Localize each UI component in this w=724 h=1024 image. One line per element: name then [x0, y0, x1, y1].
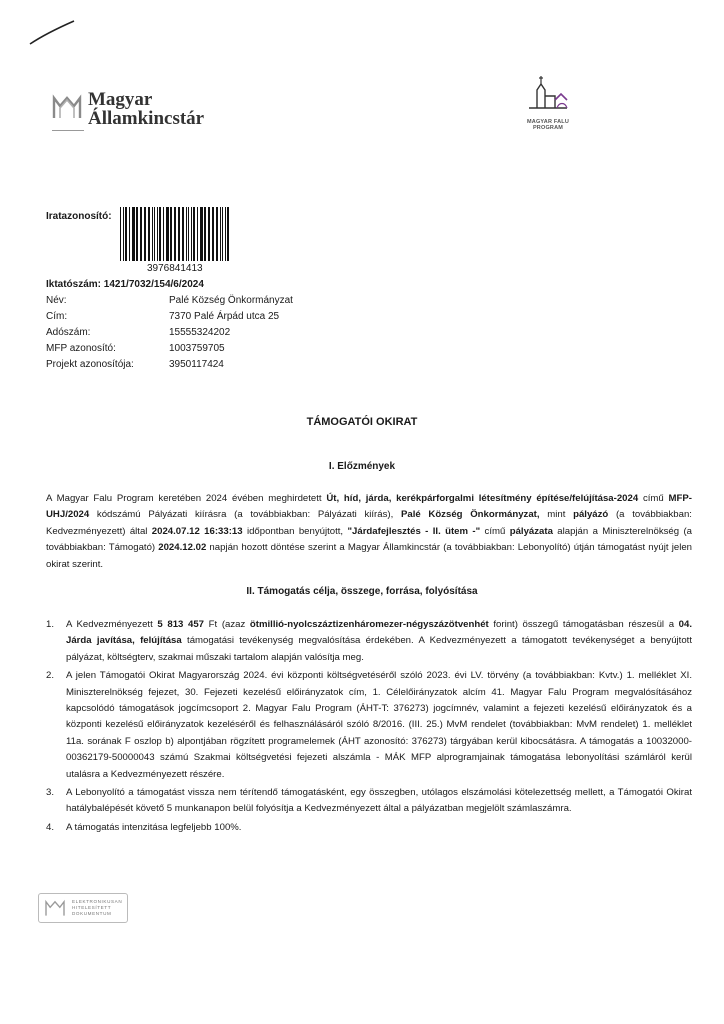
- info-value: 3950117424: [169, 359, 224, 370]
- list-item: [46, 785, 692, 818]
- barcode-bar: [170, 207, 172, 261]
- support-items-list: [46, 617, 692, 838]
- logo-underline: [52, 130, 84, 131]
- item-text: A Lebonyolító a támogatást vissza nem térítendő támogatásként, egy összegben, utólagos elszámolási kötelezettség mellett, a Támogatói Okirat hatálybalépését követő 5 munkanapon belül folyósítja a Kedvezményezett által a pályázatban megjelölt számlaszámra.: [66, 787, 692, 815]
- info-key: Adószám:: [46, 327, 91, 338]
- stamp-line3: DOKUMENTUM: [72, 911, 112, 916]
- info-key: Cím:: [46, 311, 68, 322]
- section-heading-2: II. Támogatás célja, összege, forrása, folyósítása: [246, 586, 478, 597]
- electronic-authentication-stamp: [38, 893, 128, 923]
- barcode-bar: [182, 207, 184, 261]
- info-row: [46, 311, 293, 327]
- barcode-bar: [197, 207, 198, 261]
- item-number: 4.: [46, 821, 55, 833]
- logo-line2: Államkincstár: [88, 108, 205, 129]
- barcode-bar: [186, 207, 187, 261]
- mfp-text-line1: MAGYAR FALU: [526, 119, 570, 125]
- elozmenyek-paragraph: A Magyar Falu Program keretében 2024 évében meghirdetett Út, híd, járda, kerékpárforgalmi létesítmény építése/felújítása-2024 című MFP-UHJ/2024 kódszámú Pályázati kiírásra (a továbbiakban: Pályázati kiírás), Palé Község Önkormányzat, mint pályázó (a továbbiakban: Kedvezményezett) által 2024.07.12 16:33:13 időpontban benyújtott, "Járdafejlesztés - II. ütem -" című pályázata alapján a Miniszterelnökség (a továbbiakban: Támogató) 2024.12.02 napján hozott döntése szerint a Magyar Államkincstár (a továbbiakban: Lebonyolító) útján támogatást nyújt jelen okirat szerint.: [46, 493, 692, 570]
- barcode-bar: [123, 207, 124, 261]
- iktatoszam: Iktatószám: 1421/7032/154/6/2024: [46, 279, 204, 290]
- stamp-line2: HITELESÍTETT: [72, 905, 112, 910]
- info-key: Név:: [46, 295, 67, 306]
- barcode-bar: [148, 207, 150, 261]
- item-number: 3.: [46, 787, 55, 799]
- barcode-bar: [191, 207, 192, 261]
- barcode-number: 3976841413: [147, 263, 203, 274]
- info-value: 15555324202: [169, 327, 231, 338]
- barcode-bar: [132, 207, 135, 261]
- barcode-bar: [129, 207, 130, 261]
- barcode-bar: [204, 207, 206, 261]
- info-value: 7370 Palé Árpád utca 25: [169, 311, 280, 322]
- list-item: [46, 820, 692, 836]
- barcode-bar: [222, 207, 223, 261]
- barcode-bar: [136, 207, 138, 261]
- barcode-bar: [120, 207, 121, 261]
- info-row: [46, 327, 293, 343]
- item-number: 1.: [46, 619, 55, 630]
- barcode-bar: [125, 207, 127, 261]
- barcode-bar: [157, 207, 158, 261]
- barcode-bar: [225, 207, 226, 261]
- info-key: MFP azonosító:: [46, 343, 116, 354]
- barcode-bar: [208, 207, 210, 261]
- barcode-bar: [216, 207, 218, 261]
- allamkincstar-emblem-icon: [44, 899, 66, 917]
- info-row: [46, 295, 293, 311]
- list-item: [46, 617, 692, 666]
- info-value: Palé Község Önkormányzat: [169, 295, 293, 306]
- info-row: [46, 359, 293, 375]
- document-title: TÁMOGATÓI OKIRAT: [306, 416, 418, 428]
- barcode-bar: [193, 207, 195, 261]
- allamkincstar-emblem-icon: [52, 94, 82, 120]
- barcode: [120, 207, 230, 261]
- item-text: A Kedvezményezett 5 813 457 Ft (azaz ötmillió-nyolcszáztizenháromezer-négyszázötvenhét forint) összegű támogatásban részesül a 04. Járda javítása, felújítása támogatási tevékenység megvalósítása érdekében. A Kedvezményezett a támogatott tevékenységet a benyújtott pályázat, költségterv, szakmai műszaki tartalom alapján valósítja meg.: [66, 619, 693, 663]
- barcode-bar: [140, 207, 142, 261]
- allamkincstar-logo: [52, 90, 204, 128]
- magyar-falu-program-logo: [518, 72, 578, 131]
- pen-mark: [28, 18, 78, 48]
- barcode-bar: [163, 207, 164, 261]
- mfp-text-line2: PROGRAM: [532, 125, 564, 131]
- info-value: 1003759705: [169, 343, 225, 354]
- section-heading-1: I. Előzmények: [328, 461, 396, 472]
- barcode-bar: [212, 207, 214, 261]
- barcode-bar: [227, 207, 229, 261]
- church-icon: [525, 72, 571, 114]
- recipient-info: [46, 295, 293, 375]
- list-item: [46, 668, 692, 783]
- info-row: [46, 343, 293, 359]
- barcode-bar: [152, 207, 153, 261]
- barcode-bar: [178, 207, 180, 261]
- barcode-bar: [188, 207, 189, 261]
- barcode-bar: [174, 207, 176, 261]
- barcode-bar: [144, 207, 146, 261]
- item-number: 2.: [46, 670, 55, 682]
- barcode-bar: [200, 207, 203, 261]
- barcode-bar: [154, 207, 155, 261]
- barcode-bar: [159, 207, 161, 261]
- logo-line1: Magyar: [88, 89, 153, 110]
- iratazonosito-label: Iratazonosító:: [46, 211, 112, 222]
- item-text: A támogatás intenzitása legfeljebb 100%.: [66, 821, 242, 833]
- stamp-line1: ELEKTRONIKUSAN: [72, 899, 123, 904]
- info-key: Projekt azonosítója:: [46, 359, 134, 370]
- barcode-bar: [166, 207, 169, 261]
- barcode-bar: [220, 207, 221, 261]
- item-text: A jelen Támogatói Okirat Magyarország 2024. évi központi költségvetéséről szóló 2023. évi LV. törvény (a továbbiakban: Kvtv.) 1. melléklet XI. Miniszterelnökség fejezet, 30. Fejezeti kezelésű előirányzatok cím, 1. Célelőirányzatok alcím 41. Magyar Falu Program megvalósításához kapcsolódó támogatások jogcímcsoport 2. Magyar Falu Program (ÁHT-T: 376273) jogcímnév, valamint a fejezeti kezelésű előirányzatok és a központi kezelésű előirányzatok kezeléséről és felhasználásáról szóló 8/2016. (III. 25.) MvM rendelet (továbbiakban: MvM rendelet) 1. melléklet 11a. sorának F oszlop b) alpontjában rögzített programelemek (ÁHT azonosító: 376273) tárgyában kerül kibocsátásra. A támogatás a 10032000-00362179-50000043 számú Szakmai költségvetési fejezeti alszámla - MÁK MFP alprogramjainak támogatása lebonyolítási számláról kerül utalásra a Kedvezményezett részére.: [66, 670, 692, 780]
